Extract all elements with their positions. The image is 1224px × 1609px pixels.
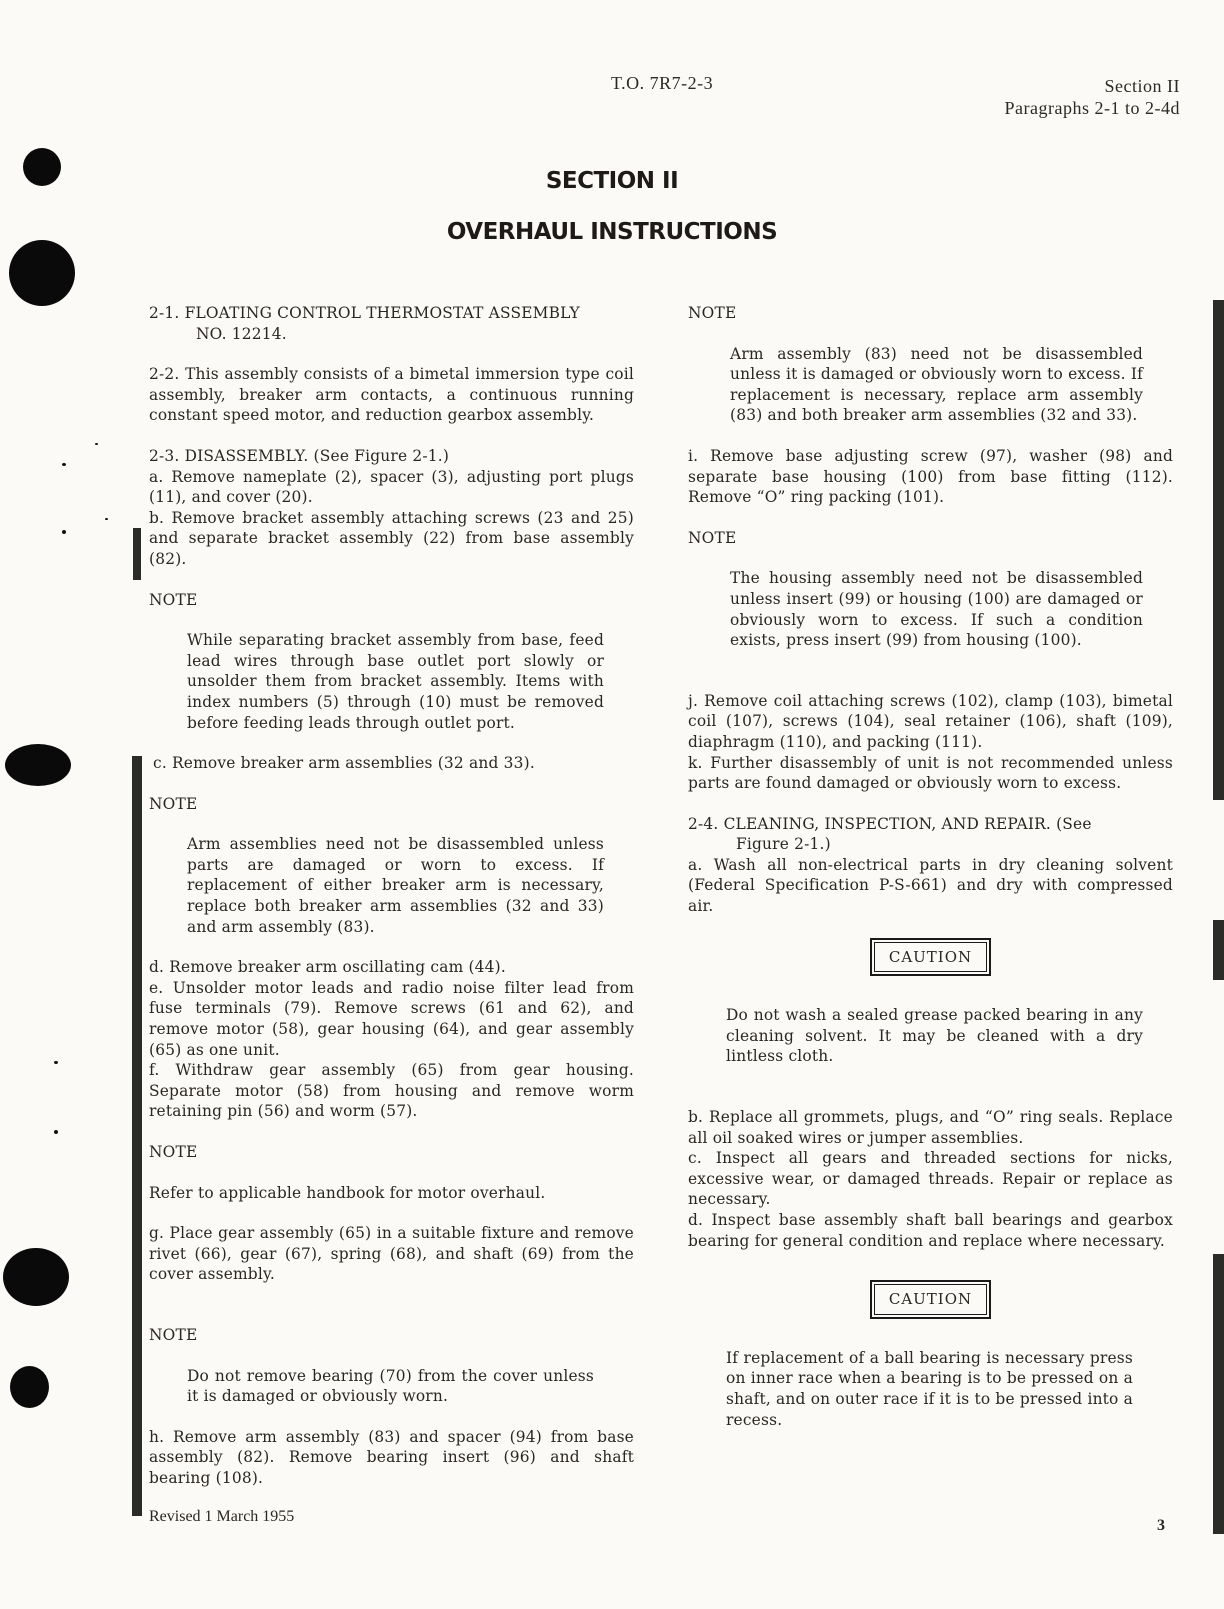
note-text: Refer to applicable handbook for motor overhaul.: [149, 1183, 546, 1202]
paragraph-2-4-heading: 2-4. CLEANING, INSPECTION, AND REPAIR. (See: [688, 814, 1092, 833]
note-label: NOTE: [688, 304, 737, 322]
paragraph-2-2: 2-2. This assembly consists of a bimetal immersion type coil assembly, breaker arm contacts, a continuous running constant speed motor, and reduction gearbox assembly.: [149, 365, 634, 425]
step-i: i. Remove base adjusting screw (97), washer (98) and separate base housing (100) from base fitting (112). Remove “O” ring packing (101).: [688, 446, 1173, 507]
left-column: [149, 303, 634, 1489]
caution-text: If replacement of a ball bearing is necessary press on inner race when a bearing is to be pressed on a shaft, and on outer race if it is to be pressed into a recess.: [726, 1348, 1133, 1429]
revision-bar: [1213, 920, 1224, 980]
paragraph-2-3-heading: 2-3. DISASSEMBLY. (See Figure 2-1.): [149, 446, 450, 465]
paragraph-range: Paragraphs 2-1 to 2-4d: [1004, 98, 1180, 118]
scan-speck: [62, 463, 66, 466]
note-label: NOTE: [149, 1325, 198, 1344]
revision-bar: [1213, 300, 1224, 800]
paragraph-2-4-heading-cont: Figure 2-1.): [736, 835, 831, 854]
step-b: b. Remove bracket assembly attaching screws (23 and 25) and separate bracket assembly (22) from base assembly (82).: [149, 508, 634, 568]
doc-number: T.O. 7R7-2-3: [611, 73, 714, 93]
note-text: The housing assembly need not be disassembled unless insert (99) or housing (100) are damaged or obviously worn to excess. If such a condition exists, press insert (99) from housing (100).: [730, 569, 1143, 650]
note-text: While separating bracket assembly from base, feed lead wires through base outlet port slowly or unsolder them from bracket assembly. Items with index numbers (5) through (10) must be removed before feeding leads through outlet port.: [187, 631, 604, 732]
step-c: c. Remove breaker arm assemblies (32 and 33).: [153, 754, 535, 773]
scan-speck: [54, 1061, 58, 1064]
step-e: e. Unsolder motor leads and radio noise filter lead from fuse terminals (79). Remove screws (61 and 62), and remove motor (58), gear housing (64), and gear assembly (65) as one unit.: [149, 978, 634, 1059]
caution-text: Do not wash a sealed grease packed bearing in any cleaning solvent. It may be cleaned with a dry lintless cloth.: [726, 1006, 1143, 1066]
binder-hole-3: [5, 744, 71, 786]
step-2-4d: d. Inspect base assembly shaft ball bearings and gearbox bearing for general condition and replace where necessary.: [688, 1211, 1173, 1250]
note-label: NOTE: [688, 528, 737, 547]
scan-speck: [54, 1130, 58, 1134]
binder-hole-2: [9, 240, 75, 306]
note-label: NOTE: [149, 590, 198, 609]
binder-hole-4: [3, 1248, 69, 1306]
note-text: Do not remove bearing (70) from the cover unless it is damaged or obviously worn.: [187, 1366, 594, 1406]
paragraph-2-1-heading: 2-1. FLOATING CONTROL THERMOSTAT ASSEMBLY: [149, 304, 580, 322]
step-j: j. Remove coil attaching screws (102), clamp (103), bimetal coil (107), screws (104), seal retainer (106), shaft (109), diaphragm (110), and packing (111).: [688, 691, 1173, 751]
scan-speck: [62, 530, 66, 534]
section-title: SECTION II: [545, 168, 679, 194]
caution-label: CAUTION: [871, 1281, 990, 1318]
revision-bar: [133, 528, 141, 580]
note-text: Arm assemblies need not be disassembled unless parts are damaged or worn to excess. If replacement of either breaker arm is necessary, replace both breaker arm assemblies (32 and 33) and arm assembly (83).: [187, 835, 604, 936]
step-2-4b: b. Replace all grommets, plugs, and “O” ring seals. Replace all oil soaked wires or jumper assemblies.: [688, 1108, 1173, 1147]
note-text: Arm assembly (83) need not be disassembled unless it is damaged or obviously worn to excess. If replacement is necessary, replace arm assembly (83) and both breaker arm assemblies (32 and 33).: [730, 344, 1143, 425]
scan-speck: [95, 443, 98, 445]
note-label: NOTE: [149, 794, 198, 813]
step-k: k. Further disassembly of unit is not recommended unless parts are found damaged or obviously worn to excess.: [688, 753, 1173, 793]
step-a: a. Remove nameplate (2), spacer (3), adjusting port plugs (11), and cover (20).: [149, 467, 634, 507]
scan-speck: [105, 518, 108, 520]
caution-label: CAUTION: [871, 939, 990, 976]
step-g: g. Place gear assembly (65) in a suitable fixture and remove rivet (66), gear (67), spring (68), and shaft (69) from the cover assembly.: [149, 1224, 634, 1284]
section-label: Section II: [1104, 76, 1180, 96]
step-d: d. Remove breaker arm oscillating cam (44).: [149, 958, 506, 977]
revision-bar: [1213, 1254, 1224, 1534]
page-number: 3: [1157, 1517, 1165, 1534]
revision-bar: [132, 756, 142, 1516]
step-2-4c: c. Inspect all gears and threaded sections for nicks, excessive wear, or damaged threads. Repair or replace as necessary.: [688, 1149, 1173, 1209]
step-2-4a: a. Wash all non-electrical parts in dry cleaning solvent (Federal Specification P-S-661) and dry with compressed air.: [688, 855, 1173, 916]
note-label: NOTE: [149, 1143, 198, 1161]
revision-date: Revised 1 March 1955: [149, 1508, 295, 1525]
paragraph-2-1-heading-cont: NO. 12214.: [196, 324, 287, 343]
binder-hole-5: [10, 1366, 49, 1408]
step-f: f. Withdraw gear assembly (65) from gear housing. Separate motor (58) from housing and remove worm retaining pin (56) and worm (57).: [149, 1061, 634, 1121]
right-column: [688, 303, 1173, 1430]
page-heading: OVERHAUL INSTRUCTIONS: [446, 219, 778, 245]
step-h: h. Remove arm assembly (83) and spacer (94) from base assembly (82). Remove bearing insert (96) and shaft bearing (108).: [149, 1427, 634, 1487]
